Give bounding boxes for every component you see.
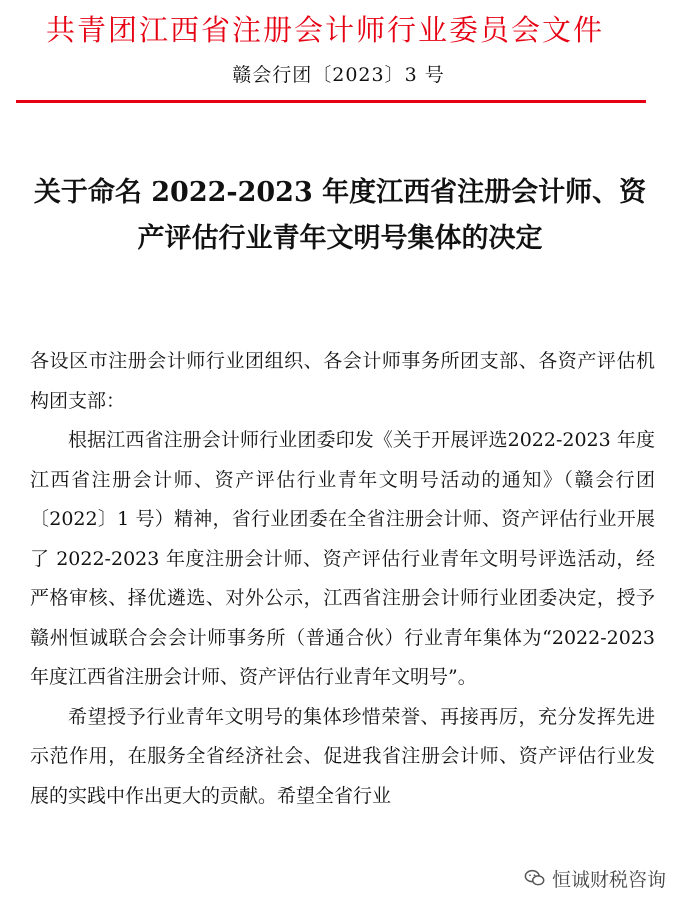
document-body [30, 342, 655, 816]
document-title [20, 170, 660, 262]
red-divider [16, 100, 646, 103]
document-title-line-2: 产评估行业青年文明号集体的决定 [137, 223, 543, 254]
paragraph-1: 根据江西省注册会计师行业团委印发《关于开展评选2022-2023 年度江西省注册会计师、资产评估行业青年文明号活动的通知》（赣会行团〔2022〕1 号）精神，省行业团委在全省注册会计师、资产评估行业开展了 2022-2023 年度注册会计师、资产评估行业青年文明号评选活动，经严格审核、择优遴选、对外公示，江西省注册会计师行业团委决定，授予赣州恒诚联合会会计师事务所（普通合伙）行业青年集体为“2022-2023 年度江西省注册会计师、资产评估行业青年文明号”。 [30, 429, 655, 688]
paragraph-2: 希望授予行业青年文明号的集体珍惜荣誉、再接再厉，充分发挥先进示范作用，在服务全省经济社会、促进我省注册会计师、资产评估行业发展的实践中作出更大的贡献。希望全省行业 [30, 705, 655, 807]
document-title-line-1: 关于命名 2022-2023 年度江西省注册会计师、资 [33, 177, 647, 208]
watermark-text: 恒诚财税咨询 [552, 868, 667, 891]
watermark [520, 860, 670, 896]
header-title: 共青团江西省注册会计师行业委员会文件 [46, 13, 605, 47]
salutation: 各设区市注册会计师行业团组织、各会计师事务所团支部、各资产评估机构团支部： [30, 350, 655, 412]
document-number: 赣会行团〔2023〕3 号 [232, 64, 445, 86]
wechat-icon [524, 867, 546, 889]
